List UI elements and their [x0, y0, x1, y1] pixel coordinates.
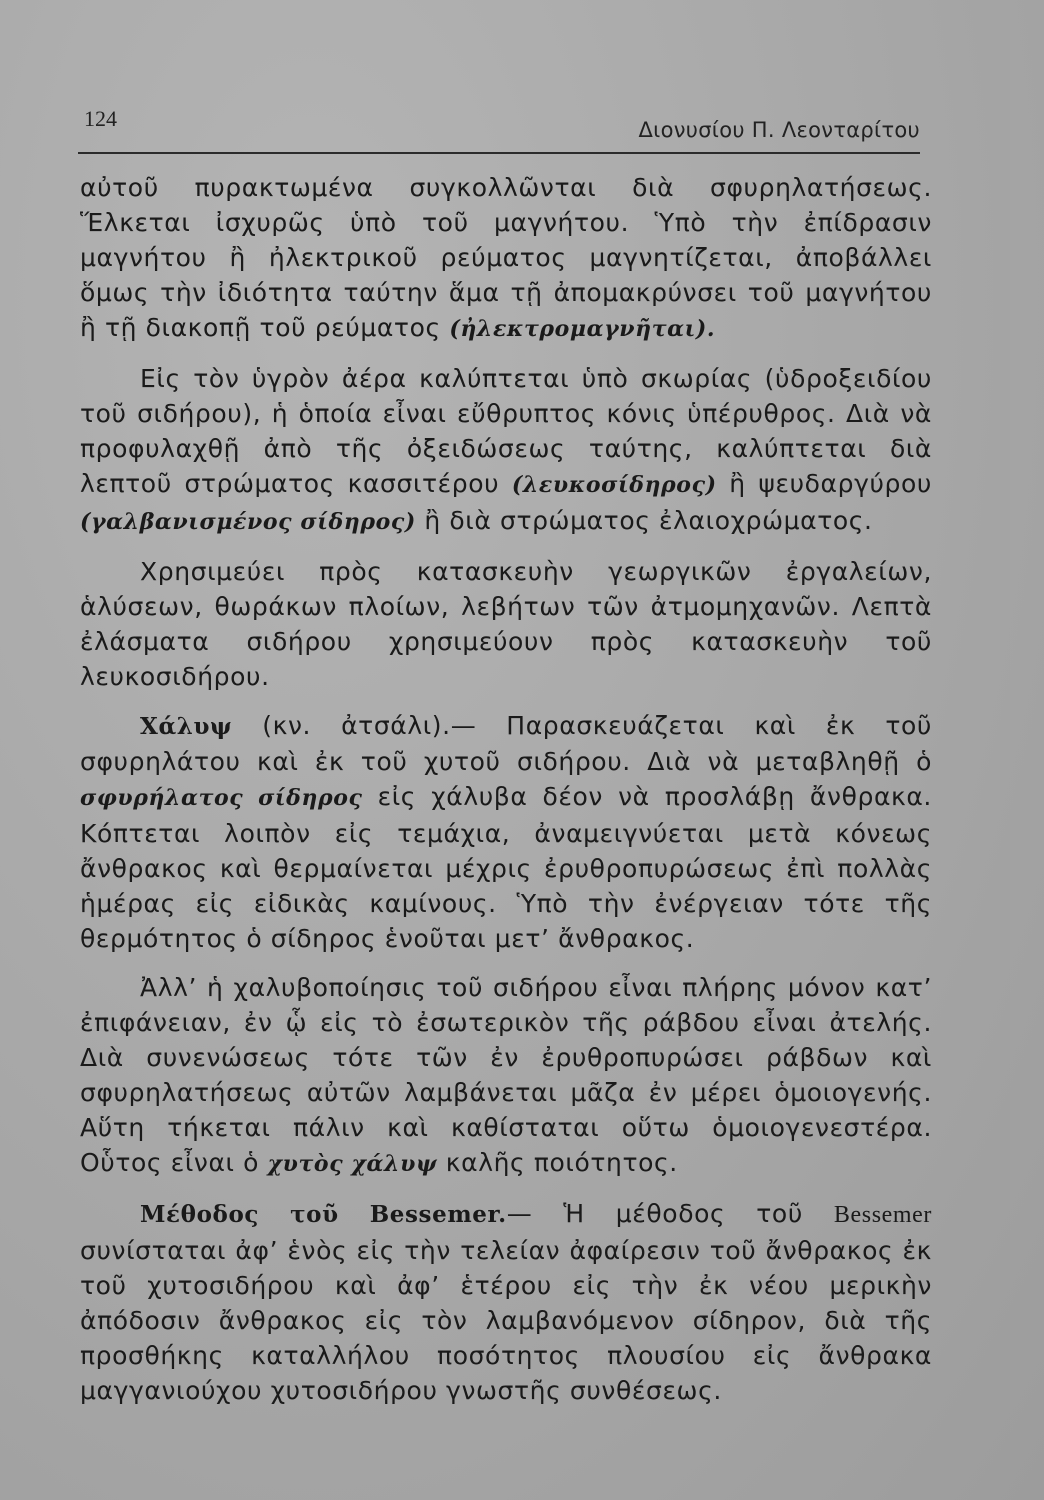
body-text — [80, 170, 932, 1422]
paragraph-text: — Ἡ μέθοδος τοῦ — [506, 1199, 834, 1228]
page-number: 124 — [84, 106, 117, 131]
term-wrought-iron: σφυρήλατος σίδηρος — [80, 785, 363, 811]
paragraph-text: Ἀλλ’ ἡ χαλυβοποίησις τοῦ σιδήρου εἶναι πλήρης μόνον κατ’ ἐπιφάνειαν, ἐν ᾧ εἰς τὸ ἐσωτερικὸν τῆς ράβδου εἶναι ἀτελής. Διὰ συνενώσεως τότε τῶν ἐν ἐρυθροπυρώσει ράβδων καὶ σφυρηλατήσεως αὐτῶν λαμβάνεται μᾶζα ἐν μέρει ὁμοιογενής. Αὕτη τήκεται πάλιν καὶ καθίσταται οὕτω ὁμοιογενεστέρα. Οὗτος εἶναι ὁ — [80, 973, 932, 1177]
paragraph-steel — [80, 708, 932, 956]
paragraph-steelmaking — [80, 970, 932, 1182]
paragraph-rust — [80, 361, 932, 540]
running-head: Διονυσίου Π. Λεονταρίτου — [638, 118, 920, 142]
term-electromagnets: (ἠλεκτρομαγνῆται). — [449, 316, 716, 342]
paragraph-text: αὐτοῦ πυρακτωμένα συγκολλῶνται διὰ σφυρηλατήσεως. Ἕλκεται ἰσχυρῶς ὑπὸ τοῦ μαγνήτου. Ὑπὸ τὴν ἐπίδρασιν μαγνήτου ἢ ἠλεκτρικοῦ ρεύματος μαγνητίζεται, ἀποβάλλει ὅμως τὴν ἰδιότητα ταύτην ἅμα τῇ ἀπομακρύνσει τοῦ μαγνήτου ἢ τῇ διακοπῇ τοῦ ρεύματος — [80, 173, 932, 342]
name-bessemer: Bessemer — [833, 1202, 932, 1228]
paragraph-text: εἰς χάλυβα δέον νὰ προσλάβῃ ἄνθρακα. Κόπτεται λοιπὸν εἰς τεμάχια, ἀναμειγνύεται μετὰ κόνεως ἄνθρακος καὶ θερμαίνεται μέχρις ἐρυθροπυρώσεως ἐπὶ πολλὰς ἡμέρας εἰς εἰδικὰς καμίνους. Ὑπὸ τὴν ἐνέργειαν τότε τῆς θερμότητος ὁ σίδηρος ἑνοῦται μετ’ ἄνθρακος. — [80, 782, 932, 953]
term-galvanized-iron: (γαλβανισμένος σίδηρος) — [80, 509, 416, 535]
page-header — [78, 104, 920, 154]
term-tinplate: (λευκοσίδηρος) — [511, 472, 717, 498]
section-heading-steel: Χάλυψ — [140, 713, 233, 740]
paragraph-text: Εἰς τὸν ὑγρὸν ἀέρα καλύπτεται ὑπὸ σκωρίας (ὑδροξειδίου τοῦ σιδήρου), ἡ ὁποία εἶναι εὔθρυπτος κόνις ὑπέρυθρος. Διὰ νὰ προφυλαχθῇ ἀπὸ τῆς ὀξειδώσεως ταύτης, καλύπτεται διὰ λεπτοῦ στρώματος κασσιτέρου — [80, 364, 932, 498]
paragraph-text: (κν. ἀτσάλι).— Παρασκευάζεται καὶ ἐκ τοῦ σφυρηλάτου καὶ ἐκ τοῦ χυτοῦ σιδήρου. Διὰ νὰ μεταβληθῇ ὁ — [80, 711, 932, 776]
paragraph-bessemer — [80, 1196, 932, 1408]
paragraph-uses — [80, 554, 932, 694]
section-heading-bessemer: Μέθοδος τοῦ Bessemer. — [140, 1201, 507, 1228]
paragraph-text: καλῆς ποιότητος. — [437, 1148, 678, 1177]
paragraph-text: συνίσταται ἀφ’ ἑνὸς εἰς τὴν τελείαν ἀφαίρεσιν τοῦ ἄνθρακος ἐκ τοῦ χυτοσιδήρου καὶ ἀφ’ ἑτέρου εἰς τὴν ἐκ νέου μερικὴν ἀπόδοσιν ἄνθρακος εἰς τὸν λαμβανόμενον σίδηρον, διὰ τῆς προσθήκης καταλλήλου ποσότητος πλουσίου εἰς ἄνθρακα μαγγανιούχου χυτοσιδήρου γνωστῆς συνθέσεως. — [80, 1236, 932, 1405]
paragraph-text: Χρησιμεύει πρὸς κατασκευὴν γεωργικῶν ἐργαλείων, ἁλύσεων, θωράκων πλοίων, λεβήτων τῶν ἀτμομηχανῶν. Λεπτὰ ἐλάσματα σιδήρου χρησιμεύουν πρὸς κατασκευὴν τοῦ λευκοσιδήρου. — [80, 557, 932, 691]
paragraph-text: ἢ ψευδαργύρου — [716, 469, 932, 498]
paragraph-text: ἢ διὰ στρώματος ἐλαιοχρώματος. — [415, 506, 873, 535]
paragraph-magnetism — [80, 170, 932, 347]
term-cast-steel: χυτὸς χάλυψ — [267, 1151, 438, 1177]
